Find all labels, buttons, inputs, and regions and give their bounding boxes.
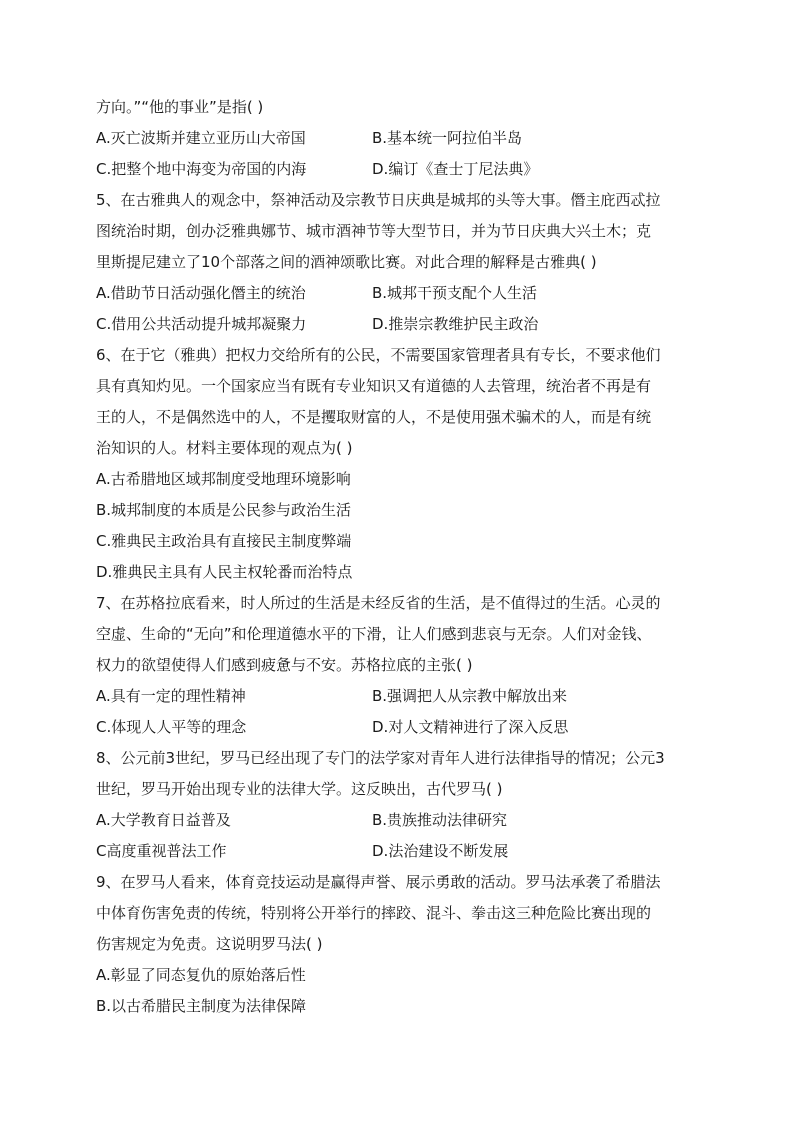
q7-stem-line: 权力的欲望使得人们感到疲惫与不安。苏格拉底的主张( ) [96, 656, 473, 674]
q8-stem-line: 8、公元前3世纪，罗马已经出现了专门的法学家对青年人进行法律指导的情况；公元3 [96, 749, 665, 767]
q7-stem-line: 空虚、生命的“无向”和伦理道德水平的下滑，让人们感到悲哀与无奈。人们对金钱、 [96, 625, 652, 643]
q5-option-d[interactable]: D.推崇宗教维护民主政治 [372, 315, 539, 333]
q6-option-b[interactable]: B.城邦制度的本质是公民参与政治生活 [96, 501, 352, 519]
q6-option-d[interactable]: D.雅典民主具有人民主权轮番而治特点 [96, 563, 353, 581]
q4-option-b[interactable]: B.基本统一阿拉伯半岛 [372, 129, 523, 147]
page-content [96, 92, 708, 1022]
q6-stem-line: 具有真知灼见。一个国家应当有既有专业知识又有道德的人去管理，统治者不再是有 [96, 377, 652, 395]
q8-option-a[interactable]: A.大学教育日益普及 [96, 811, 231, 829]
q9-stem-line: 中体育伤害免责的传统，特别将公开举行的摔跤、混斗、拳击这三种危险比赛出现的 [96, 904, 652, 922]
q4-option-c[interactable]: C.把整个地中海变为帝国的内海 [96, 160, 307, 178]
q8-option-row [96, 805, 708, 836]
q8-stem-line: 世纪，罗马开始出现专业的法律大学。这反映出，古代罗马( ) [96, 780, 503, 798]
q9-stem-line: 9、在罗马人看来，体育竞技运动是赢得声誉、展示勇敢的活动。罗马法承袭了希腊法 [96, 873, 661, 891]
q5-option-a[interactable]: A.借助节日活动强化僭主的统治 [96, 284, 306, 302]
q4-option-d[interactable]: D.编订《查士丁尼法典》 [372, 160, 539, 178]
q6-stem-line: 6、在于它（雅典）把权力交给所有的公民，不需要国家管理者具有专长，不要求他们 [96, 346, 661, 364]
q7-option-a[interactable]: A.具有一定的理性精神 [96, 687, 246, 705]
q8-option-row [96, 836, 708, 867]
q5-stem-line: 图统治时期，创办泛雅典娜节、城市酒神节等大型节日，并为节日庆典大兴土木；克 [96, 222, 652, 240]
q7-option-d[interactable]: D.对人文精神进行了深入反思 [372, 718, 569, 736]
q6-stem-line: 治知识的人。材料主要体现的观点为( ) [96, 439, 353, 457]
q9-option-b[interactable]: B.以古希腊民主制度为法律保障 [96, 997, 307, 1015]
q7-option-row [96, 712, 708, 743]
q4-option-row [96, 123, 708, 154]
q7-option-b[interactable]: B.强调把人从宗教中解放出来 [372, 687, 568, 705]
q5-stem-line: 5、在古雅典人的观念中，祭神活动及宗教节日庆典是城邦的头等大事。僭主庇西忒拉 [96, 191, 661, 209]
q4-option-row [96, 154, 708, 185]
q6-stem-line: 王的人，不是偶然选中的人，不是攫取财富的人，不是使用强术骗术的人，而是有统 [96, 408, 652, 426]
q9-stem-line: 伤害规定为免责。这说明罗马法( ) [96, 935, 323, 953]
q5-stem-line: 里斯提尼建立了10个部落之间的酒神颂歌比赛。对此合理的解释是古雅典( ) [96, 253, 597, 271]
q9-option-a[interactable]: A.彰显了同态复仇的原始落后性 [96, 966, 306, 984]
q5-option-c[interactable]: C.借用公共活动提升城邦凝聚力 [96, 315, 307, 333]
q7-stem-line: 7、在苏格拉底看来，时人所过的生活是未经反省的生活，是不值得过的生活。心灵的 [96, 594, 661, 612]
q7-option-row [96, 681, 708, 712]
q5-option-b[interactable]: B.城邦干预支配个人生活 [372, 284, 538, 302]
q5-option-row [96, 309, 708, 340]
q5-option-row [96, 278, 708, 309]
q8-option-c[interactable]: C高度重视普法工作 [96, 842, 227, 860]
q6-option-a[interactable]: A.古希腊地区域邦制度受地理环境影响 [96, 470, 351, 488]
q4-option-a[interactable]: A.灭亡波斯并建立亚历山大帝国 [96, 129, 306, 147]
q6-option-c[interactable]: C.雅典民主政治具有直接民主制度弊端 [96, 532, 352, 550]
q4-stem-tail: 方向。”“他的事业”是指( ) [96, 98, 264, 116]
q7-option-c[interactable]: C.体现人人平等的理念 [96, 718, 247, 736]
q8-option-b[interactable]: B.贵族推动法律研究 [372, 811, 508, 829]
q8-option-d[interactable]: D.法治建设不断发展 [372, 842, 509, 860]
